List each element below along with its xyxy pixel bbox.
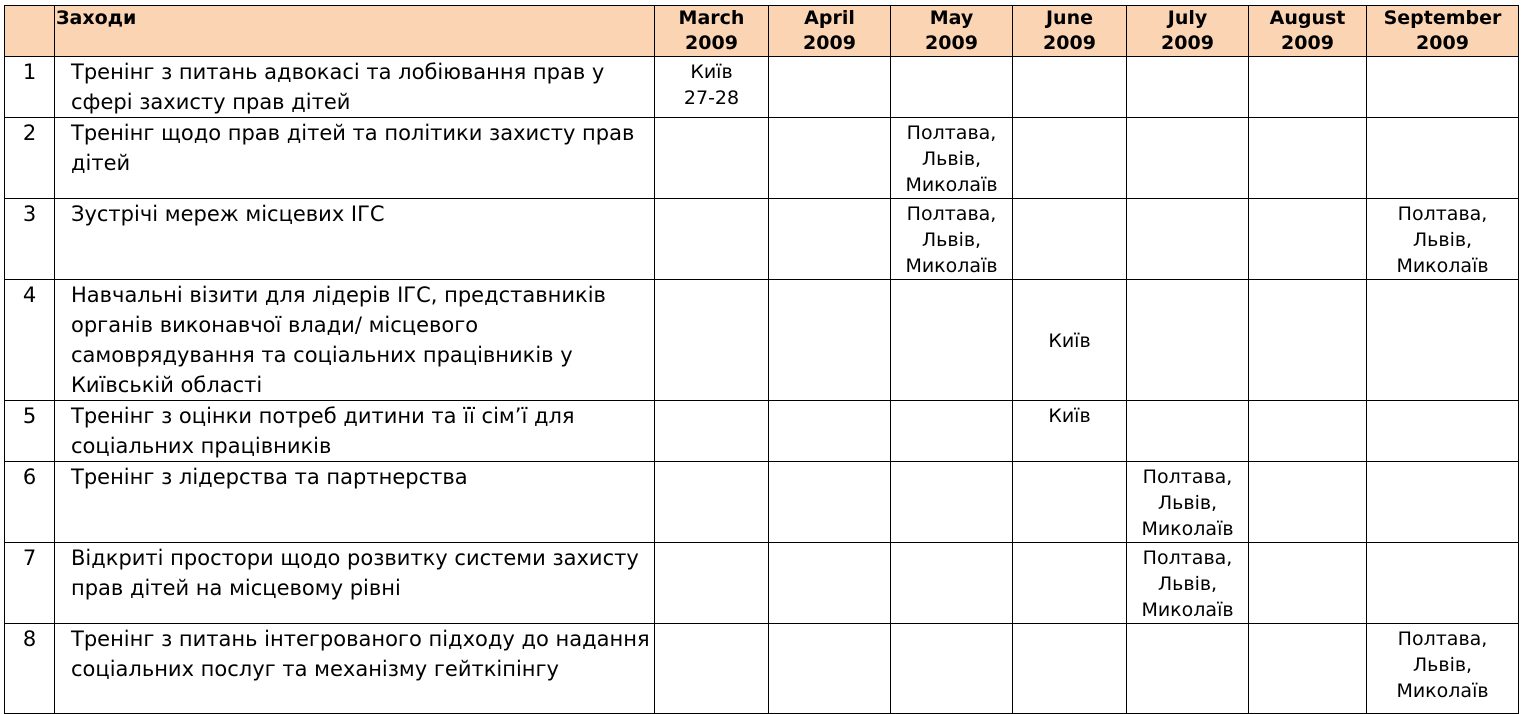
- location-text: Київ: [690, 61, 733, 83]
- schedule-cell: [1127, 118, 1249, 199]
- month-header-september: September 2009: [1367, 6, 1519, 57]
- activity-cell: Зустрічі мереж місцевих ІГС: [55, 199, 655, 280]
- schedule-cell: [769, 280, 891, 401]
- schedule-cell: [769, 462, 891, 543]
- schedule-cell: [891, 401, 1013, 462]
- schedule-cell: [1013, 280, 1127, 401]
- schedule-cell: [1249, 118, 1367, 199]
- row-number: 3: [5, 199, 55, 280]
- activity-cell: Відкриті простори щодо розвитку системи захисту прав дітей на місцевому рівні: [55, 543, 655, 624]
- location-text: Миколаїв: [1141, 518, 1234, 540]
- schedule-cell: [1127, 57, 1249, 118]
- activity-cell: Тренінг з лідерства та партнерства: [55, 462, 655, 543]
- table-row: [5, 118, 1519, 199]
- row-number: 7: [5, 543, 55, 624]
- schedule-cell: [1367, 199, 1519, 280]
- location-text: Полтава,: [906, 122, 997, 144]
- schedule-cell: [1013, 401, 1127, 462]
- schedule-cell: [655, 280, 769, 401]
- schedule-cell: [1013, 462, 1127, 543]
- schedule-cell: [891, 280, 1013, 401]
- schedule-cell: [769, 543, 891, 624]
- location-text: Миколаїв: [905, 255, 998, 277]
- location-text: Полтава,: [1142, 547, 1233, 569]
- location-text: Львів,: [1412, 229, 1473, 251]
- location-text: Миколаїв: [1141, 599, 1234, 621]
- schedule-cell: [1127, 401, 1249, 462]
- schedule-cell: [769, 401, 891, 462]
- month-header-april: April 2009: [769, 6, 891, 57]
- schedule-cell: [1127, 199, 1249, 280]
- location-text: Полтава,: [1142, 466, 1233, 488]
- schedule-cell: [1249, 624, 1367, 714]
- schedule-cell: [1367, 280, 1519, 401]
- schedule-cell: [1249, 199, 1367, 280]
- schedule-cell: [1249, 543, 1367, 624]
- location-text: Полтава,: [1397, 628, 1488, 650]
- location-text: Миколаїв: [1396, 255, 1489, 277]
- month-header-may: May 2009: [891, 6, 1013, 57]
- schedule-cell: [1367, 401, 1519, 462]
- month-header-june: June 2009: [1013, 6, 1127, 57]
- schedule-cell: [655, 199, 769, 280]
- table-row: [5, 543, 1519, 624]
- schedule-table: [4, 5, 1519, 714]
- month-header-august: August 2009: [1249, 6, 1367, 57]
- schedule-cell: [1249, 462, 1367, 543]
- activity-cell: Тренінг щодо прав дітей та політики захисту прав дітей: [55, 118, 655, 199]
- schedule-cell: [769, 57, 891, 118]
- location-text: 27-28: [683, 87, 740, 109]
- schedule-cell: [891, 462, 1013, 543]
- schedule-cell: [1127, 462, 1249, 543]
- table-row: [5, 462, 1519, 543]
- location-text: Полтава,: [906, 203, 997, 225]
- row-number: 4: [5, 280, 55, 401]
- schedule-cell: [1127, 624, 1249, 714]
- schedule-cell: [1367, 118, 1519, 199]
- location-text: Львів,: [1157, 573, 1218, 595]
- schedule-cell: [655, 543, 769, 624]
- schedule-cell: [769, 199, 891, 280]
- location-text: Київ: [1048, 405, 1091, 427]
- table-row: [5, 199, 1519, 280]
- month-header-july: July 2009: [1127, 6, 1249, 57]
- schedule-cell: [1013, 118, 1127, 199]
- schedule-cell: [655, 118, 769, 199]
- schedule-cell: [1249, 57, 1367, 118]
- schedule-cell: [655, 462, 769, 543]
- schedule-cell: [1249, 280, 1367, 401]
- number-header: [5, 6, 55, 57]
- activity-header: Заходи: [55, 6, 655, 57]
- table-row: [5, 624, 1519, 714]
- location-text: Львів,: [1412, 654, 1473, 676]
- location-text: Київ: [1048, 330, 1091, 352]
- row-number: 6: [5, 462, 55, 543]
- schedule-cell: [769, 118, 891, 199]
- table-row: [5, 57, 1519, 118]
- schedule-cell: [891, 118, 1013, 199]
- row-number: 5: [5, 401, 55, 462]
- schedule-cell: [891, 57, 1013, 118]
- row-number: 8: [5, 624, 55, 714]
- location-text: Миколаїв: [905, 174, 998, 196]
- schedule-cell: [655, 57, 769, 118]
- table-body: [5, 57, 1519, 714]
- location-text: Миколаїв: [1396, 680, 1489, 702]
- location-text: Львів,: [921, 148, 982, 170]
- row-number: 1: [5, 57, 55, 118]
- schedule-cell: [1367, 462, 1519, 543]
- schedule-cell: [1013, 624, 1127, 714]
- schedule-cell: [891, 199, 1013, 280]
- schedule-cell: [655, 624, 769, 714]
- row-number: 2: [5, 118, 55, 199]
- month-header-march: March 2009: [655, 6, 769, 57]
- schedule-cell: [891, 624, 1013, 714]
- location-text: Львів,: [921, 229, 982, 251]
- location-text: Полтава,: [1397, 203, 1488, 225]
- schedule-cell: [1013, 57, 1127, 118]
- activity-cell: Тренінг з питань адвокасі та лобіювання прав у сфері захисту прав дітей: [55, 57, 655, 118]
- activity-cell: Навчальні візити для лідерів ІГС, представників органів виконавчої влади/ місцевого самоврядування та соціальних працівників у Київській області: [55, 280, 655, 401]
- header-row: [5, 6, 1519, 57]
- schedule-cell: [891, 543, 1013, 624]
- schedule-cell: [769, 624, 891, 714]
- schedule-cell: [655, 401, 769, 462]
- table-row: [5, 280, 1519, 401]
- schedule-cell: [1013, 199, 1127, 280]
- schedule-cell: [1367, 543, 1519, 624]
- location-text: Львів,: [1157, 492, 1218, 514]
- schedule-cell: [1249, 401, 1367, 462]
- schedule-cell: [1367, 624, 1519, 714]
- table-row: [5, 401, 1519, 462]
- activity-cell: Тренінг з оцінки потреб дитини та її сім’ї для соціальних працівників: [55, 401, 655, 462]
- schedule-cell: [1013, 543, 1127, 624]
- schedule-cell: [1127, 543, 1249, 624]
- schedule-cell: [1367, 57, 1519, 118]
- schedule-cell: [1127, 280, 1249, 401]
- activity-cell: Тренінг з питань інтегрованого підходу до надання соціальних послуг та механізму гейткіпінгу: [55, 624, 655, 714]
